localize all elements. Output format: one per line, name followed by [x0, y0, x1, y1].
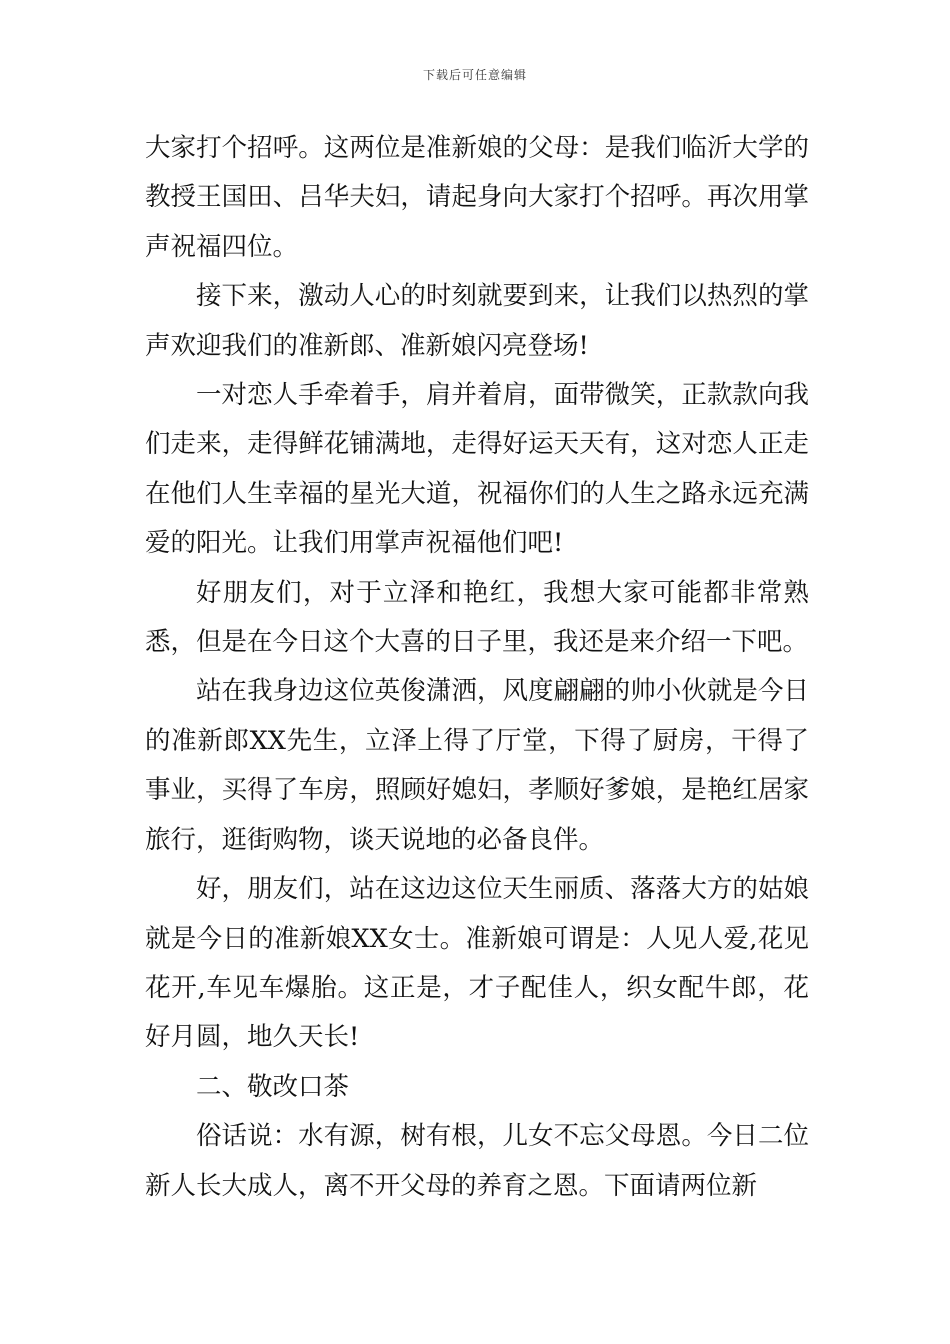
paragraph-3: 一对恋人手牵着手，肩并着肩，面带微笑，正款款向我们走来，走得鲜花铺满地，走得好运天天有，这对恋人正走在他们人生幸福的星光大道，祝福你们的人生之路永远充满爱的阳光。让我们用掌声祝福他们吧!	[145, 380, 809, 559]
page-header: 下载后可任意编辑	[422, 68, 527, 82]
paragraph-6: 好，朋友们，站在这边这位天生丽质、落落大方的姑娘就是今日的准新娘XX女士。准新娘可谓是：人见人爱,花见花开,车见车爆胎。这正是，才子配佳人，织女配牛郎，花好月圆，地久天长!	[145, 874, 809, 1053]
paragraph-4: 好朋友们，对于立泽和艳红，我想大家可能都非常熟悉，但是在今日这个大喜的日子里，我还是来介绍一下吧。	[145, 577, 809, 658]
paragraph-1: 大家打个招呼。这两位是准新娘的父母：是我们临沂大学的教授王国田、吕华夫妇，请起身向大家打个招呼。再次用掌声祝福四位。	[145, 133, 809, 262]
document-body	[145, 124, 809, 1211]
paragraph-5: 站在我身边这位英俊潇洒，风度翩翩的帅小伙就是今日的准新郎XX先生，立泽上得了厅堂，下得了厨房，干得了事业，买得了车房，照顾好媳妇，孝顺好爹娘，是艳红居家旅行，逛街购物，谈天说地的必备良伴。	[145, 676, 809, 855]
section-heading: 二、敬改口茶	[196, 1071, 350, 1102]
paragraph-7: 俗话说：水有源，树有根，儿女不忘父母恩。今日二位新人长大成人，离不开父母的养育之恩。下面请两位新	[145, 1121, 809, 1201]
paragraph-2: 接下来，激动人心的时刻就要到来，让我们以热烈的掌声欢迎我们的准新郎、准新娘闪亮登场!	[145, 281, 809, 361]
